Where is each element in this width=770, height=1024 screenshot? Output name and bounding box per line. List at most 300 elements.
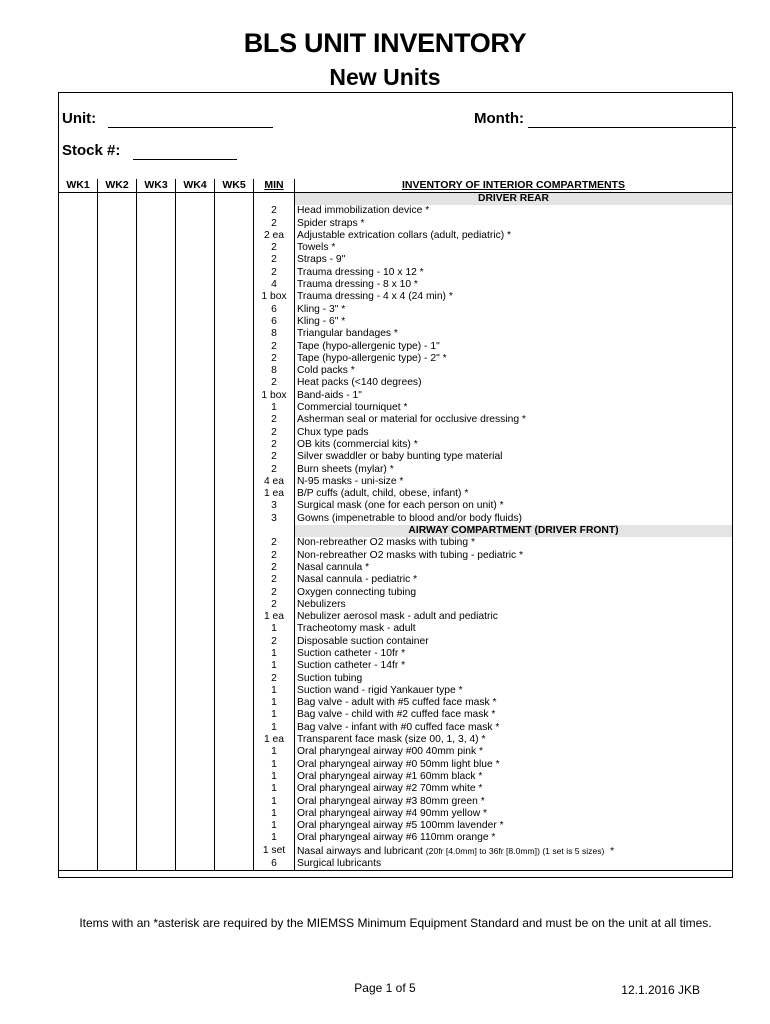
week-check-cell[interactable] bbox=[215, 734, 254, 746]
week-check-cell[interactable] bbox=[59, 341, 98, 353]
week-check-cell[interactable] bbox=[176, 623, 215, 635]
week-check-cell[interactable] bbox=[137, 820, 176, 832]
week-check-cell[interactable] bbox=[98, 796, 137, 808]
week-check-cell[interactable] bbox=[137, 242, 176, 254]
week-check-cell[interactable] bbox=[176, 771, 215, 783]
week-check-cell[interactable] bbox=[137, 845, 176, 858]
week-check-cell[interactable] bbox=[98, 328, 137, 340]
week-check-cell[interactable] bbox=[137, 464, 176, 476]
week-check-cell[interactable] bbox=[59, 328, 98, 340]
week-check-cell[interactable] bbox=[215, 685, 254, 697]
week-check-cell[interactable] bbox=[59, 390, 98, 402]
week-check-cell[interactable] bbox=[59, 525, 98, 537]
week-check-cell[interactable] bbox=[98, 390, 137, 402]
week-check-cell[interactable] bbox=[98, 734, 137, 746]
week-check-cell[interactable] bbox=[215, 759, 254, 771]
week-check-cell[interactable] bbox=[59, 845, 98, 858]
week-check-cell[interactable] bbox=[137, 402, 176, 414]
week-check-cell[interactable] bbox=[137, 550, 176, 562]
week-check-cell[interactable] bbox=[176, 316, 215, 328]
week-check-cell[interactable] bbox=[137, 193, 176, 206]
week-check-cell[interactable] bbox=[176, 464, 215, 476]
section-title: AIRWAY COMPARTMENT (DRIVER FRONT) bbox=[295, 525, 733, 537]
week-check-cell[interactable] bbox=[176, 365, 215, 377]
week-check-cell[interactable] bbox=[98, 587, 137, 599]
week-check-cell[interactable] bbox=[98, 537, 137, 549]
week-check-cell[interactable] bbox=[137, 218, 176, 230]
week-check-cell[interactable] bbox=[98, 193, 137, 206]
week-check-cell[interactable] bbox=[98, 845, 137, 858]
week-check-cell[interactable] bbox=[137, 636, 176, 648]
week-check-cell[interactable] bbox=[137, 427, 176, 439]
week-check-cell[interactable] bbox=[137, 365, 176, 377]
week-check-cell[interactable] bbox=[59, 365, 98, 377]
week-check-cell[interactable] bbox=[59, 550, 98, 562]
week-check-cell[interactable] bbox=[137, 783, 176, 795]
week-check-cell[interactable] bbox=[137, 279, 176, 291]
week-check-cell[interactable] bbox=[98, 279, 137, 291]
week-check-cell[interactable] bbox=[137, 697, 176, 709]
table-row bbox=[59, 439, 733, 451]
week-check-cell[interactable] bbox=[215, 562, 254, 574]
week-check-cell[interactable] bbox=[98, 636, 137, 648]
week-check-cell[interactable] bbox=[176, 341, 215, 353]
min-quantity: 6 bbox=[254, 304, 295, 316]
unit-blank[interactable] bbox=[108, 110, 273, 128]
week-check-cell[interactable] bbox=[215, 365, 254, 377]
week-check-cell[interactable] bbox=[176, 304, 215, 316]
week-check-cell[interactable] bbox=[98, 820, 137, 832]
week-check-cell[interactable] bbox=[176, 685, 215, 697]
week-check-cell[interactable] bbox=[59, 796, 98, 808]
item-description bbox=[295, 660, 733, 672]
item-name: Oral pharyngeal airway #1 60mm black * bbox=[297, 770, 483, 782]
week-check-cell[interactable] bbox=[98, 697, 137, 709]
item-description bbox=[295, 279, 733, 291]
week-check-cell[interactable] bbox=[215, 611, 254, 623]
week-check-cell[interactable] bbox=[59, 599, 98, 611]
week-check-cell[interactable] bbox=[176, 267, 215, 279]
week-check-cell[interactable] bbox=[215, 599, 254, 611]
week-check-cell[interactable] bbox=[59, 316, 98, 328]
week-check-cell[interactable] bbox=[98, 685, 137, 697]
week-check-cell[interactable] bbox=[176, 390, 215, 402]
min-quantity: 2 bbox=[254, 587, 295, 599]
week-check-cell[interactable] bbox=[215, 328, 254, 340]
week-check-cell[interactable] bbox=[215, 513, 254, 525]
week-check-cell[interactable] bbox=[176, 218, 215, 230]
week-check-cell[interactable] bbox=[59, 771, 98, 783]
week-check-cell[interactable] bbox=[59, 574, 98, 586]
week-check-cell[interactable] bbox=[215, 550, 254, 562]
week-check-cell[interactable] bbox=[137, 377, 176, 389]
week-check-cell[interactable] bbox=[59, 808, 98, 820]
week-check-cell[interactable] bbox=[215, 820, 254, 832]
week-check-cell[interactable] bbox=[98, 513, 137, 525]
week-check-cell[interactable] bbox=[98, 439, 137, 451]
week-check-cell[interactable] bbox=[215, 771, 254, 783]
week-check-cell[interactable] bbox=[98, 414, 137, 426]
week-check-cell[interactable] bbox=[98, 611, 137, 623]
week-check-cell[interactable] bbox=[59, 353, 98, 365]
week-check-cell[interactable] bbox=[98, 500, 137, 512]
week-check-cell[interactable] bbox=[176, 820, 215, 832]
week-check-cell[interactable] bbox=[59, 709, 98, 721]
week-check-cell[interactable] bbox=[176, 660, 215, 672]
week-check-cell[interactable] bbox=[59, 697, 98, 709]
month-blank[interactable] bbox=[528, 110, 736, 128]
week-check-cell[interactable] bbox=[98, 341, 137, 353]
week-check-cell[interactable] bbox=[137, 525, 176, 537]
week-check-cell[interactable] bbox=[215, 845, 254, 858]
week-check-cell[interactable] bbox=[59, 623, 98, 635]
week-check-cell[interactable] bbox=[137, 722, 176, 734]
week-check-cell[interactable] bbox=[98, 759, 137, 771]
week-check-cell[interactable] bbox=[59, 746, 98, 758]
week-check-cell[interactable] bbox=[59, 254, 98, 266]
week-check-cell[interactable] bbox=[215, 796, 254, 808]
week-check-cell[interactable] bbox=[215, 648, 254, 660]
week-check-cell[interactable] bbox=[59, 488, 98, 500]
week-check-cell[interactable] bbox=[98, 623, 137, 635]
week-check-cell[interactable] bbox=[98, 783, 137, 795]
stock-field[interactable] bbox=[62, 142, 237, 160]
week-check-cell[interactable] bbox=[137, 537, 176, 549]
week-check-cell[interactable] bbox=[137, 858, 176, 871]
week-check-cell[interactable] bbox=[176, 427, 215, 439]
week-check-cell[interactable] bbox=[137, 796, 176, 808]
table-row bbox=[59, 562, 733, 574]
week-check-cell[interactable] bbox=[176, 599, 215, 611]
week-check-cell[interactable] bbox=[137, 759, 176, 771]
week-check-cell[interactable] bbox=[98, 808, 137, 820]
week-check-cell[interactable] bbox=[137, 205, 176, 217]
month-field[interactable] bbox=[474, 110, 736, 128]
week-check-cell[interactable] bbox=[176, 562, 215, 574]
week-check-cell[interactable] bbox=[215, 353, 254, 365]
week-check-cell[interactable] bbox=[137, 648, 176, 660]
week-check-cell[interactable] bbox=[98, 574, 137, 586]
week-check-cell[interactable] bbox=[176, 205, 215, 217]
week-check-cell[interactable] bbox=[98, 427, 137, 439]
week-check-cell[interactable] bbox=[176, 587, 215, 599]
week-check-cell[interactable] bbox=[137, 500, 176, 512]
week-check-cell[interactable] bbox=[137, 304, 176, 316]
week-check-cell[interactable] bbox=[215, 377, 254, 389]
stock-blank[interactable] bbox=[133, 142, 237, 160]
week-check-cell[interactable] bbox=[59, 230, 98, 242]
week-check-cell[interactable] bbox=[98, 599, 137, 611]
table-row bbox=[59, 660, 733, 672]
table-row bbox=[59, 500, 733, 512]
week-check-cell[interactable] bbox=[176, 414, 215, 426]
week-check-cell[interactable] bbox=[59, 500, 98, 512]
week-check-cell[interactable] bbox=[137, 451, 176, 463]
week-check-cell[interactable] bbox=[98, 230, 137, 242]
week-check-cell[interactable] bbox=[137, 291, 176, 303]
week-check-cell[interactable] bbox=[137, 390, 176, 402]
week-check-cell[interactable] bbox=[98, 832, 137, 844]
week-check-cell[interactable] bbox=[176, 858, 215, 871]
week-check-cell[interactable] bbox=[215, 242, 254, 254]
week-check-cell[interactable] bbox=[137, 660, 176, 672]
week-check-cell[interactable] bbox=[98, 316, 137, 328]
week-check-cell[interactable] bbox=[59, 537, 98, 549]
week-check-cell[interactable] bbox=[176, 574, 215, 586]
week-check-cell[interactable] bbox=[98, 291, 137, 303]
week-check-cell[interactable] bbox=[98, 709, 137, 721]
week-check-cell[interactable] bbox=[59, 402, 98, 414]
week-check-cell[interactable] bbox=[98, 488, 137, 500]
week-check-cell[interactable] bbox=[137, 832, 176, 844]
week-check-cell[interactable] bbox=[176, 513, 215, 525]
week-check-cell[interactable] bbox=[215, 218, 254, 230]
week-check-cell[interactable] bbox=[176, 193, 215, 206]
week-check-cell[interactable] bbox=[176, 500, 215, 512]
week-check-cell[interactable] bbox=[215, 291, 254, 303]
week-check-cell[interactable] bbox=[137, 599, 176, 611]
week-check-cell[interactable] bbox=[59, 722, 98, 734]
week-check-cell[interactable] bbox=[176, 291, 215, 303]
week-check-cell[interactable] bbox=[215, 439, 254, 451]
item-name: Suction tubing bbox=[297, 672, 363, 684]
week-check-cell[interactable] bbox=[176, 451, 215, 463]
week-check-cell[interactable] bbox=[59, 242, 98, 254]
week-check-cell[interactable] bbox=[137, 574, 176, 586]
week-check-cell[interactable] bbox=[176, 759, 215, 771]
week-check-cell[interactable] bbox=[215, 660, 254, 672]
week-check-cell[interactable] bbox=[215, 316, 254, 328]
week-check-cell[interactable] bbox=[59, 218, 98, 230]
week-check-cell[interactable] bbox=[98, 451, 137, 463]
week-check-cell[interactable] bbox=[176, 808, 215, 820]
week-check-cell[interactable] bbox=[137, 808, 176, 820]
week-check-cell[interactable] bbox=[176, 537, 215, 549]
week-check-cell[interactable] bbox=[137, 488, 176, 500]
week-check-cell[interactable] bbox=[137, 414, 176, 426]
item-name: Bag valve - adult with #5 cuffed face mask * bbox=[297, 697, 497, 709]
item-description bbox=[295, 623, 733, 635]
week-check-cell[interactable] bbox=[176, 709, 215, 721]
week-check-cell[interactable] bbox=[98, 218, 137, 230]
week-check-cell[interactable] bbox=[215, 623, 254, 635]
week-check-cell[interactable] bbox=[59, 451, 98, 463]
week-check-cell[interactable] bbox=[137, 254, 176, 266]
week-check-cell[interactable] bbox=[215, 230, 254, 242]
week-check-cell[interactable] bbox=[59, 587, 98, 599]
week-check-cell[interactable] bbox=[98, 304, 137, 316]
week-check-cell[interactable] bbox=[59, 660, 98, 672]
week-check-cell[interactable] bbox=[176, 402, 215, 414]
week-check-cell[interactable] bbox=[215, 673, 254, 685]
week-check-cell[interactable] bbox=[98, 746, 137, 758]
week-check-cell[interactable] bbox=[98, 267, 137, 279]
week-check-cell[interactable] bbox=[59, 636, 98, 648]
week-check-cell[interactable] bbox=[176, 845, 215, 858]
week-check-cell[interactable] bbox=[98, 660, 137, 672]
week-check-cell[interactable] bbox=[215, 746, 254, 758]
week-check-cell[interactable] bbox=[215, 709, 254, 721]
week-check-cell[interactable] bbox=[176, 550, 215, 562]
week-check-cell[interactable] bbox=[215, 451, 254, 463]
week-check-cell[interactable] bbox=[137, 734, 176, 746]
week-check-cell[interactable] bbox=[98, 648, 137, 660]
week-check-cell[interactable] bbox=[137, 709, 176, 721]
week-check-cell[interactable] bbox=[59, 562, 98, 574]
week-check-cell[interactable] bbox=[176, 746, 215, 758]
week-check-cell[interactable] bbox=[215, 193, 254, 206]
week-check-cell[interactable] bbox=[215, 341, 254, 353]
week-check-cell[interactable] bbox=[59, 476, 98, 488]
week-check-cell[interactable] bbox=[176, 673, 215, 685]
week-check-cell[interactable] bbox=[59, 513, 98, 525]
week-check-cell[interactable] bbox=[98, 550, 137, 562]
week-check-cell[interactable] bbox=[137, 341, 176, 353]
week-check-cell[interactable] bbox=[98, 722, 137, 734]
week-check-cell[interactable] bbox=[137, 267, 176, 279]
week-check-cell[interactable] bbox=[59, 734, 98, 746]
week-check-cell[interactable] bbox=[176, 439, 215, 451]
week-check-cell[interactable] bbox=[215, 427, 254, 439]
item-description bbox=[295, 205, 733, 217]
week-check-cell[interactable] bbox=[59, 673, 98, 685]
week-check-cell[interactable] bbox=[215, 697, 254, 709]
week-check-cell[interactable] bbox=[137, 230, 176, 242]
week-check-cell[interactable] bbox=[59, 685, 98, 697]
week-check-cell[interactable] bbox=[215, 304, 254, 316]
week-check-cell[interactable] bbox=[98, 858, 137, 871]
week-check-cell[interactable] bbox=[176, 230, 215, 242]
week-check-cell[interactable] bbox=[215, 500, 254, 512]
min-quantity: 4 ea bbox=[254, 476, 295, 488]
week-check-cell[interactable] bbox=[98, 365, 137, 377]
week-check-cell[interactable] bbox=[137, 439, 176, 451]
week-check-cell[interactable] bbox=[215, 636, 254, 648]
week-check-cell[interactable] bbox=[137, 513, 176, 525]
week-check-cell[interactable] bbox=[137, 685, 176, 697]
week-check-cell[interactable] bbox=[98, 242, 137, 254]
week-check-cell[interactable] bbox=[98, 525, 137, 537]
week-check-cell[interactable] bbox=[215, 279, 254, 291]
week-check-cell[interactable] bbox=[137, 771, 176, 783]
week-check-cell[interactable] bbox=[215, 587, 254, 599]
week-check-cell[interactable] bbox=[215, 402, 254, 414]
week-check-cell[interactable] bbox=[98, 353, 137, 365]
week-check-cell[interactable] bbox=[176, 525, 215, 537]
unit-field[interactable] bbox=[62, 110, 273, 128]
week-check-cell[interactable] bbox=[59, 439, 98, 451]
week-check-cell[interactable] bbox=[215, 464, 254, 476]
week-check-cell[interactable] bbox=[137, 587, 176, 599]
week-check-cell[interactable] bbox=[59, 279, 98, 291]
week-check-cell[interactable] bbox=[215, 254, 254, 266]
week-check-cell[interactable] bbox=[98, 254, 137, 266]
week-check-cell[interactable] bbox=[137, 353, 176, 365]
week-check-cell[interactable] bbox=[59, 267, 98, 279]
week-check-cell[interactable] bbox=[176, 611, 215, 623]
week-check-cell[interactable] bbox=[98, 402, 137, 414]
week-check-cell[interactable] bbox=[215, 476, 254, 488]
week-check-cell[interactable] bbox=[176, 832, 215, 844]
week-check-cell[interactable] bbox=[59, 304, 98, 316]
week-check-cell[interactable] bbox=[215, 414, 254, 426]
week-check-cell[interactable] bbox=[176, 353, 215, 365]
week-check-cell[interactable] bbox=[215, 488, 254, 500]
week-check-cell[interactable] bbox=[176, 636, 215, 648]
week-check-cell[interactable] bbox=[137, 562, 176, 574]
week-check-cell[interactable] bbox=[59, 611, 98, 623]
week-check-cell[interactable] bbox=[176, 783, 215, 795]
week-check-cell[interactable] bbox=[59, 783, 98, 795]
week-check-cell[interactable] bbox=[98, 205, 137, 217]
week-check-cell[interactable] bbox=[98, 377, 137, 389]
week-check-cell[interactable] bbox=[215, 832, 254, 844]
week-check-cell[interactable] bbox=[59, 759, 98, 771]
week-check-cell[interactable] bbox=[176, 734, 215, 746]
week-check-cell[interactable] bbox=[59, 291, 98, 303]
week-check-cell[interactable] bbox=[98, 464, 137, 476]
table-row bbox=[59, 673, 733, 685]
week-check-cell[interactable] bbox=[59, 464, 98, 476]
week-check-cell[interactable] bbox=[59, 427, 98, 439]
week-check-cell[interactable] bbox=[59, 205, 98, 217]
week-check-cell[interactable] bbox=[176, 279, 215, 291]
week-check-cell[interactable] bbox=[98, 476, 137, 488]
week-check-cell[interactable] bbox=[176, 254, 215, 266]
week-check-cell[interactable] bbox=[215, 722, 254, 734]
week-check-cell[interactable] bbox=[215, 267, 254, 279]
week-check-cell[interactable] bbox=[98, 673, 137, 685]
week-check-cell[interactable] bbox=[137, 746, 176, 758]
table-row bbox=[59, 230, 733, 242]
week-check-cell[interactable] bbox=[59, 377, 98, 389]
week-check-cell[interactable] bbox=[215, 808, 254, 820]
week-check-cell[interactable] bbox=[59, 832, 98, 844]
week-check-cell[interactable] bbox=[98, 562, 137, 574]
week-check-cell[interactable] bbox=[59, 193, 98, 206]
week-check-cell[interactable] bbox=[215, 537, 254, 549]
week-check-cell[interactable] bbox=[137, 623, 176, 635]
week-check-cell[interactable] bbox=[59, 858, 98, 871]
week-check-cell[interactable] bbox=[176, 488, 215, 500]
week-check-cell[interactable] bbox=[176, 242, 215, 254]
week-check-cell[interactable] bbox=[176, 328, 215, 340]
week-check-cell[interactable] bbox=[98, 771, 137, 783]
week-check-cell[interactable] bbox=[176, 476, 215, 488]
week-check-cell[interactable] bbox=[137, 328, 176, 340]
week-check-cell[interactable] bbox=[59, 648, 98, 660]
table-header-row bbox=[59, 179, 733, 193]
week-check-cell[interactable] bbox=[137, 476, 176, 488]
week-check-cell[interactable] bbox=[59, 820, 98, 832]
week-check-cell[interactable] bbox=[176, 377, 215, 389]
item-description bbox=[295, 328, 733, 340]
week-check-cell[interactable] bbox=[176, 648, 215, 660]
week-check-cell[interactable] bbox=[176, 796, 215, 808]
week-check-cell[interactable] bbox=[215, 574, 254, 586]
week-check-cell[interactable] bbox=[215, 390, 254, 402]
week-check-cell[interactable] bbox=[176, 722, 215, 734]
week-check-cell[interactable] bbox=[137, 611, 176, 623]
week-check-cell[interactable] bbox=[215, 783, 254, 795]
week-check-cell[interactable] bbox=[176, 697, 215, 709]
week-check-cell[interactable] bbox=[215, 205, 254, 217]
week-check-cell[interactable] bbox=[137, 316, 176, 328]
week-check-cell[interactable] bbox=[215, 858, 254, 871]
week-check-cell[interactable] bbox=[137, 673, 176, 685]
week-check-cell[interactable] bbox=[59, 414, 98, 426]
week-check-cell[interactable] bbox=[215, 525, 254, 537]
